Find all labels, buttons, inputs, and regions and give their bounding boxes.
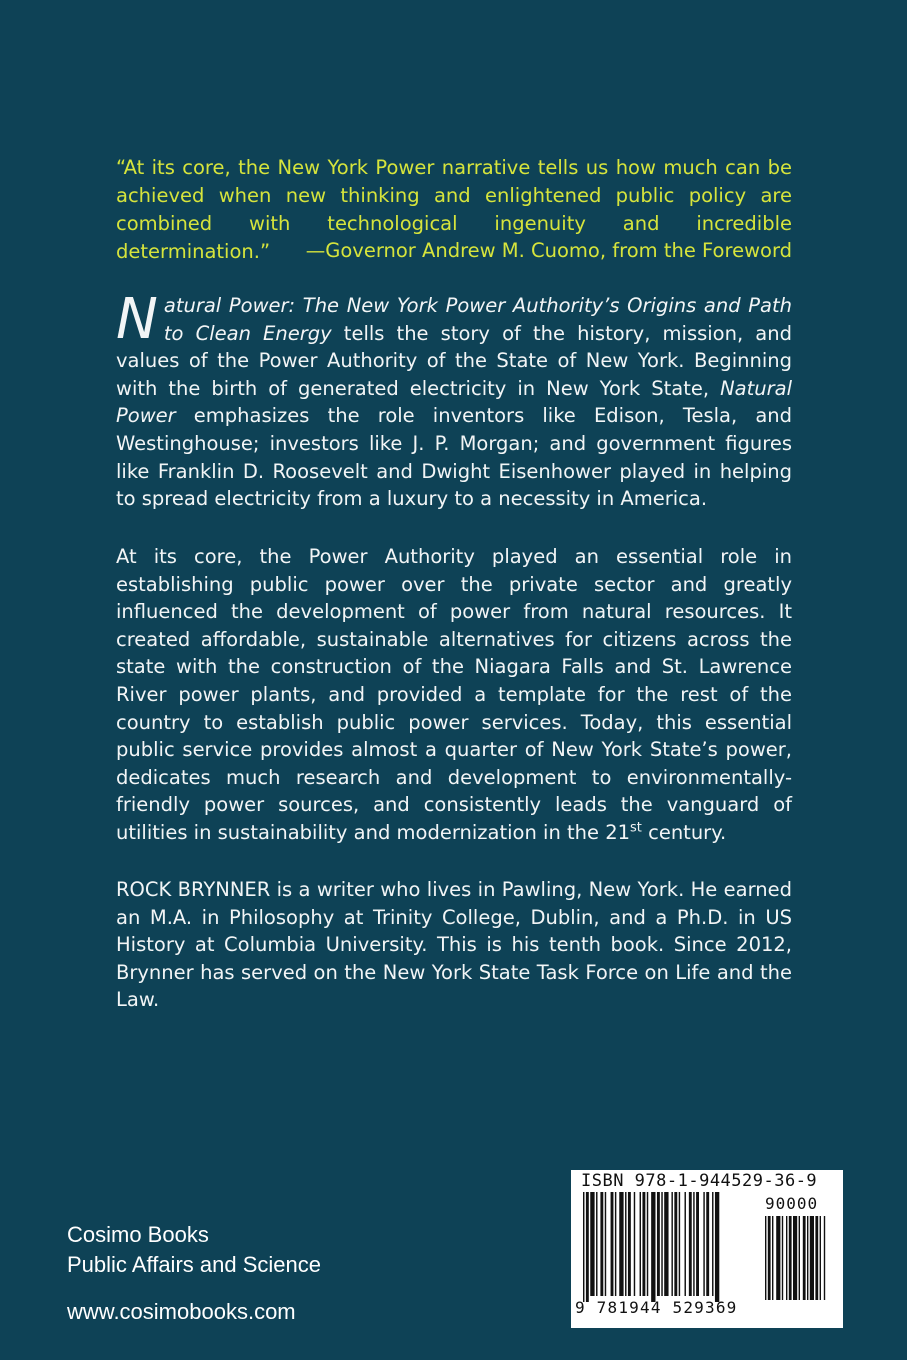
ordinal-suffix: st bbox=[630, 820, 642, 836]
publisher-category: Public Affairs and Science bbox=[67, 1252, 321, 1277]
addon-bar bbox=[776, 1216, 780, 1300]
ean-digits: 9 781944 529369 bbox=[575, 1298, 738, 1317]
isbn-number: ISBN 978-1-944529-36-9 bbox=[581, 1171, 818, 1191]
barcode-bar bbox=[657, 1192, 660, 1296]
barcode-bar bbox=[619, 1192, 623, 1296]
addon-bar bbox=[807, 1216, 808, 1300]
barcode-bar bbox=[693, 1192, 694, 1296]
addon-bar bbox=[772, 1216, 773, 1300]
publisher-block bbox=[67, 1220, 321, 1280]
barcode-bar bbox=[596, 1192, 597, 1296]
barcode-bar bbox=[640, 1192, 641, 1296]
addon-bar bbox=[820, 1216, 821, 1300]
barcode-bar bbox=[615, 1192, 616, 1296]
addon-bar bbox=[765, 1216, 766, 1300]
barcode-bar bbox=[590, 1192, 594, 1296]
addon-bar bbox=[799, 1216, 800, 1300]
addon-bar bbox=[793, 1216, 797, 1300]
isbn-barcode bbox=[571, 1170, 843, 1328]
publisher-name: Cosimo Books bbox=[67, 1222, 209, 1247]
barcode-bar bbox=[706, 1192, 709, 1296]
addon-bar bbox=[810, 1216, 814, 1300]
quote-attribution: —Governor Andrew M. Cuomo, from the Foreword bbox=[305, 239, 792, 262]
description-text-d: century. bbox=[641, 820, 727, 844]
addon-bar bbox=[782, 1216, 783, 1300]
barcode-bar bbox=[689, 1192, 692, 1296]
barcode-bar bbox=[696, 1192, 699, 1296]
book-title-short: Natural Power bbox=[116, 376, 792, 428]
addon-bar bbox=[824, 1216, 825, 1300]
barcode-bar bbox=[715, 1192, 719, 1302]
foreword-quote: “At its core, the New York Power narrative tells us how much can be achieved when new thinking and enlightened public policy are combined with technological ingenuity and incredible determination.” bbox=[116, 156, 792, 263]
addon-bar bbox=[803, 1216, 806, 1300]
barcode-bar bbox=[611, 1192, 614, 1296]
barcode-bar bbox=[664, 1192, 668, 1296]
barcode-bar bbox=[661, 1192, 662, 1296]
barcode-bar bbox=[600, 1192, 603, 1296]
barcode-bar bbox=[634, 1192, 635, 1296]
price-code: 90000 bbox=[765, 1194, 819, 1213]
barcode-bar bbox=[703, 1192, 704, 1296]
publisher-website: www.cosimobooks.com bbox=[67, 1299, 296, 1324]
barcode-bar bbox=[674, 1192, 677, 1296]
addon-bar bbox=[786, 1216, 787, 1300]
drop-cap: N bbox=[116, 287, 158, 352]
barcode-bar bbox=[605, 1192, 606, 1296]
barcode-bar bbox=[671, 1192, 672, 1296]
addon-bar bbox=[768, 1216, 771, 1300]
barcode-bar bbox=[642, 1192, 645, 1296]
description-paragraph-1 bbox=[116, 287, 792, 513]
description-text-a: tells the story of the history, mission, and values of the Power Authority of the State of New York. Beginning with the birth of generated electricity in New York State, bbox=[116, 321, 792, 400]
barcode-bar bbox=[586, 1192, 589, 1302]
barcode-bar bbox=[647, 1192, 648, 1296]
barcode-bar bbox=[712, 1192, 713, 1296]
barcode-bar bbox=[628, 1192, 631, 1296]
description-text-c: At its core, the Power Authority played an essential role in establishing public power over the private sector and greatly influenced the development of power from natural resources. It created affordable, sustainable alternatives for citizens across the state with the construction of the Niagara Falls and St. Lawrence River power plants, and provided a template for the rest of the country to establish public power services. Today, this essential public service provides almost a quarter of New York State’s power, dedicates much research and development to environmentally-friendly power sources, and consistently leads the vanguard of utilities in sustainability and modernization in the 21 bbox=[116, 545, 792, 844]
barcode-bar bbox=[583, 1192, 584, 1302]
barcode-bar bbox=[679, 1192, 680, 1296]
barcode-bar bbox=[685, 1192, 686, 1296]
addon-bar bbox=[789, 1216, 792, 1300]
book-title-italic: atural Power: The New York Power Authority’s Origins and Path to Clean Energy bbox=[163, 294, 792, 345]
description-text-b: emphasizes the role inventors like Edison, Tesla, and Westinghouse; investors like J. P. Morgan; and government figures like Franklin D. Roosevelt and Dwight Eisenhower played in helping to spread electricity from a luxury to a necessity in America. bbox=[116, 404, 792, 511]
barcode-bar bbox=[625, 1192, 626, 1296]
addon-bar bbox=[815, 1216, 818, 1300]
description-paragraph-2 bbox=[116, 543, 792, 847]
barcode-bar bbox=[651, 1192, 655, 1302]
author-bio: ROCK BRYNNER is a writer who lives in Pawling, New York. He earned an M.A. in Philosophy at Trinity College, Dublin, and a Ph.D. in US History at Columbia University. This is his tenth book. Since 2012, Brynner has served on the New York State Task Force on Life and the Law. bbox=[116, 878, 792, 1012]
